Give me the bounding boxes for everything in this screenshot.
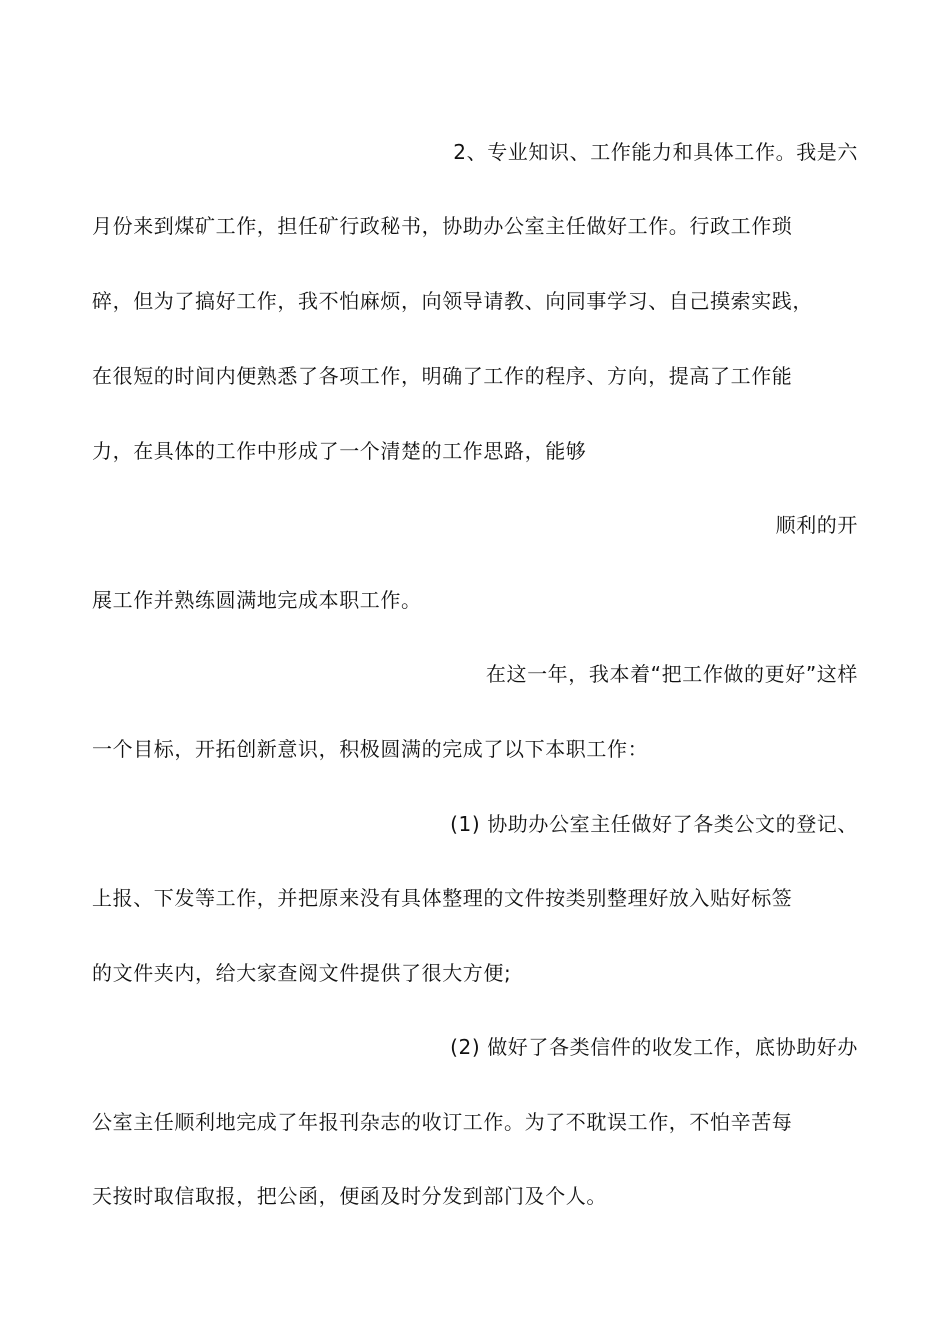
text-line-15: 天按时取信取报，把公函，便函及时分发到部门及个人。: [92, 1184, 607, 1208]
text-line-12: 的文件夹内，给大家查阅文件提供了很大方便;: [92, 961, 512, 985]
text-line-9: 一个目标，开拓创新意识，积极圆满的完成了以下本职工作：: [92, 737, 649, 761]
text-line-5: 力，在具体的工作中形成了一个清楚的工作思路，能够: [92, 439, 587, 463]
text-line-4: 在很短的时间内便熟悉了各项工作，明确了工作的程序、方向，提高了工作能: [92, 364, 793, 388]
text-line-14: 公室主任顺利地完成了年报刊杂志的收订工作。为了不耽误工作，不怕辛苦每: [92, 1110, 793, 1134]
text-line-2: 月份来到煤矿工作，担任矿行政秘书，协助办公室主任做好工作。行政工作琐: [92, 214, 793, 238]
text-line-11: 上报、下发等工作，并把原来没有具体整理的文件按类别整理好放入贴好标签: [92, 886, 793, 910]
text-line-7: 展工作并熟练圆满地完成本职工作。: [92, 588, 422, 612]
text-line-8: 在这一年，我本着“把工作做的更好”这样: [485, 662, 858, 686]
text-line-10: (1) 协助办公室主任做好了各类公文的登记、: [450, 812, 858, 836]
text-line-13: (2) 做好了各类信件的收发工作，底协助好办: [450, 1035, 858, 1059]
text-line-6: 顺利的开: [775, 513, 858, 537]
text-line-3: 碎，但为了搞好工作，我不怕麻烦，向领导请教、向同事学习、自己摸索实践，: [92, 289, 813, 313]
text-line-1: 2、专业知识、工作能力和具体工作。我是六: [453, 140, 858, 164]
